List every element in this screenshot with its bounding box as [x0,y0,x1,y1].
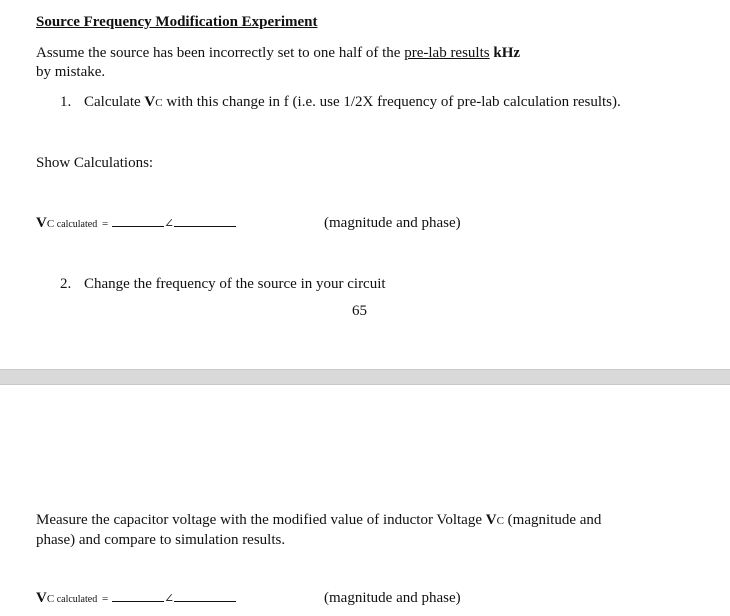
magnitude-blank-2[interactable] [112,590,164,602]
measure-paragraph: Measure the capacitor voltage with the modified value of inductor Voltage VC (magnitude and phase) and compare to simulation results. [36,512,602,548]
magnitude-phase-note-2: (magnitude and phase) [324,590,461,606]
intro-line2: by mistake. [36,64,106,80]
list-number-1: 1. [60,94,72,110]
magnitude-blank[interactable] [112,215,164,227]
intro-paragraph [36,44,520,82]
page-divider [0,369,730,385]
show-calculations-label: Show Calculations: [36,155,154,171]
list-item-1: 1. Calculate VC with this change in f (i.e. use 1/2X frequency of pre-lab calculation results). [60,94,621,110]
page-number: 65 [352,303,367,319]
vc-calculated-line-1: VC calculated = ∠ [36,215,236,232]
unit-khz: kHz [493,45,521,61]
vc-calculated-line-2: VC calculated = ∠ [36,590,236,607]
list-item-2: 2. Change the frequency of the source in your circuit [60,276,386,292]
intro-text: Assume the source has been incorrectly set to one half of the [36,45,405,61]
vc-label-2: V [36,590,47,606]
angle-symbol: ∠ [163,216,174,230]
angle-symbol-2: ∠ [163,591,174,605]
vc-symbol-2: V [485,512,497,528]
vc-symbol: V [144,94,156,110]
list-number-2: 2. [60,276,72,292]
magnitude-phase-note-1: (magnitude and phase) [324,215,461,231]
pre-lab-results-link: pre-lab results [404,45,490,61]
vc-label: V [36,215,47,231]
phase-blank[interactable] [174,215,236,227]
phase-blank-2[interactable] [174,590,236,602]
section-title: Source Frequency Modification Experiment [36,14,318,30]
